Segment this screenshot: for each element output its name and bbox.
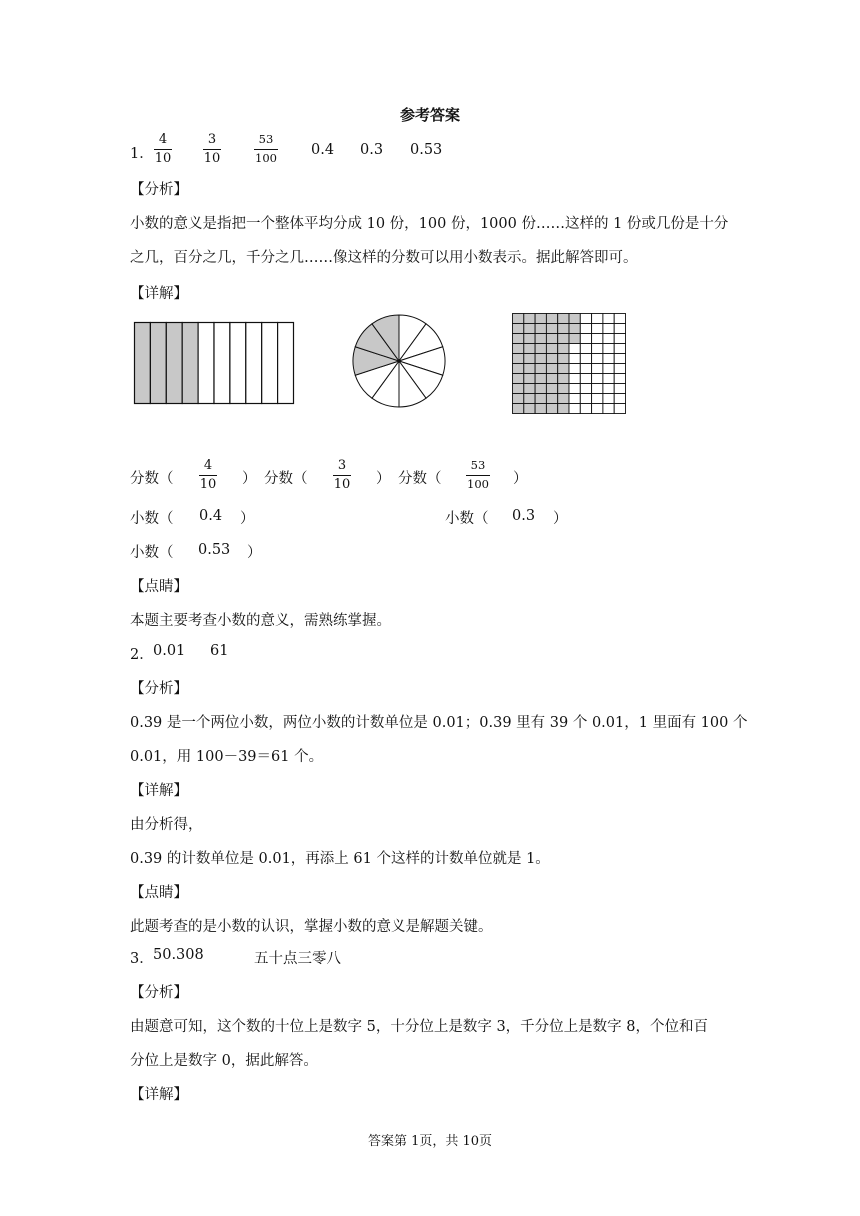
grid-cell — [580, 374, 591, 384]
row-decimal-close-3: ） — [247, 545, 262, 561]
rect-strip — [198, 323, 214, 404]
grid-cell — [524, 324, 535, 334]
q2-analysis-line-1: 0.39 是一个两位小数，两位小数的计数单位是 0.01；0.39 里有 39 个 0.01，1 里面有 100 个 — [130, 715, 748, 731]
grid-cell — [535, 394, 546, 404]
row-decimal-label-3: 小数（ — [130, 545, 174, 561]
q2-answer-1: 0.01 — [153, 643, 186, 659]
q1-fraction-2-num: 3 — [207, 132, 217, 147]
q1-fraction-1 — [154, 132, 172, 166]
row-fraction-2-den: 10 — [333, 477, 351, 492]
grid-cell — [614, 384, 625, 394]
q1-analysis-line-2: 之几，百分之几，千分之几……像这样的分数可以用小数表示。据此解答即可。 — [130, 250, 638, 266]
q3-detail-label: 【详解】 — [130, 1087, 188, 1103]
page-title: 参考答案 — [399, 106, 460, 124]
grid-cell — [546, 384, 557, 394]
q1-comment-label: 【点睛】 — [130, 579, 188, 595]
grid-cell — [580, 324, 591, 334]
grid-cell — [558, 364, 569, 374]
grid-cell — [569, 334, 580, 344]
grid-cell — [603, 314, 614, 324]
q1-decimal-1: 0.4 — [311, 142, 335, 158]
q2-detail-line-1: 由分析得， — [130, 817, 203, 833]
q2-analysis-label: 【分析】 — [130, 681, 188, 697]
grid-cell — [558, 354, 569, 364]
grid-cell — [614, 354, 625, 364]
grid-cell — [546, 334, 557, 344]
row-decimal-label-2: 小数（ — [445, 511, 489, 527]
grid-cell — [535, 314, 546, 324]
rect-strip — [230, 323, 246, 404]
grid-cell — [546, 324, 557, 334]
grid-cell — [524, 394, 535, 404]
grid-cell — [592, 374, 603, 384]
grid-cell — [546, 344, 557, 354]
grid-cell — [535, 364, 546, 374]
grid-cell — [614, 374, 625, 384]
grid-cell — [513, 364, 524, 374]
rect-strip — [150, 323, 166, 404]
q2-comment-label: 【点睛】 — [130, 885, 188, 901]
q1-fraction-1-num: 4 — [158, 132, 168, 147]
grid-cell — [546, 354, 557, 364]
grid-cell — [603, 354, 614, 364]
grid-cell — [603, 334, 614, 344]
grid-cell — [592, 394, 603, 404]
grid-cell — [513, 374, 524, 384]
grid-cell — [580, 354, 591, 364]
grid-cell — [580, 344, 591, 354]
row-close-paren-1: ） — [242, 471, 257, 487]
q1-comment: 本题主要考查小数的意义，需熟练掌握。 — [130, 613, 391, 629]
grid-cell — [603, 394, 614, 404]
q2-detail-label: 【详解】 — [130, 783, 188, 799]
q3-analysis-line-1: 由题意可知，这个数的十位上是数字 5，十分位上是数字 3，千分位上是数字 8，个位和百 — [130, 1019, 708, 1035]
q3-answer-1: 50.308 — [153, 947, 204, 963]
row-decimal-label-1: 小数（ — [130, 511, 174, 527]
q1-fraction-2 — [203, 132, 221, 166]
grid-cell — [614, 324, 625, 334]
row-decimal-close-2: ） — [553, 511, 568, 527]
grid-cell — [569, 314, 580, 324]
grid-cell — [580, 334, 591, 344]
grid-cell — [513, 314, 524, 324]
grid-cell — [603, 384, 614, 394]
grid-cell — [546, 394, 557, 404]
rect-strip — [135, 323, 151, 404]
grid-cell — [513, 334, 524, 344]
grid-cell — [614, 394, 625, 404]
row-close-paren-3: ） — [513, 471, 528, 487]
grid-cell — [558, 374, 569, 384]
rect-strip — [214, 323, 230, 404]
grid-cell — [580, 404, 591, 414]
grid-cell — [558, 324, 569, 334]
row-fraction-label-2: 分数（ — [264, 471, 308, 487]
grid-cell — [513, 354, 524, 364]
q2-detail-line-2: 0.39 的计数单位是 0.01，再添上 61 个这样的计数单位就是 1。 — [130, 851, 550, 867]
grid-cell — [614, 404, 625, 414]
grid-cell — [535, 404, 546, 414]
row-fraction-label-1: 分数（ — [130, 471, 174, 487]
grid-cell — [603, 364, 614, 374]
rect-strip — [246, 323, 262, 404]
grid-cell — [603, 374, 614, 384]
grid-cell — [580, 384, 591, 394]
grid-cell — [513, 384, 524, 394]
grid-cell — [569, 354, 580, 364]
q1-number: 1． — [130, 146, 154, 162]
row-fraction-1 — [199, 458, 217, 492]
grid-cell — [592, 404, 603, 414]
grid-cell — [569, 324, 580, 334]
grid-cell — [524, 344, 535, 354]
rect-strip — [166, 323, 182, 404]
grid-cell — [546, 314, 557, 324]
q1-analysis-label: 【分析】 — [130, 182, 188, 198]
grid-cell — [580, 314, 591, 324]
row-decimal-1: 0.4 — [199, 508, 223, 524]
q2-number: 2． — [130, 647, 154, 663]
grid-cell — [614, 364, 625, 374]
grid-cell — [592, 384, 603, 394]
q2-analysis-line-2: 0.01，用 100－39＝61 个。 — [130, 749, 324, 765]
grid-cell — [592, 334, 603, 344]
grid-cell — [558, 404, 569, 414]
row-fraction-2-num: 3 — [337, 458, 347, 473]
grid-cell — [592, 324, 603, 334]
grid-cell — [524, 354, 535, 364]
rect-strip — [262, 323, 278, 404]
q3-number: 3． — [130, 951, 154, 967]
grid-cell — [546, 374, 557, 384]
grid-cell — [513, 404, 524, 414]
rect-strip — [182, 323, 198, 404]
grid-cell — [614, 334, 625, 344]
grid-cell — [535, 354, 546, 364]
grid-cell — [524, 314, 535, 324]
q1-fraction-3 — [254, 132, 278, 166]
grid-cell — [524, 334, 535, 344]
grid-cell — [524, 374, 535, 384]
row-fraction-3-den: 100 — [467, 477, 489, 491]
grid-cell — [558, 334, 569, 344]
q3-analysis-label: 【分析】 — [130, 985, 188, 1001]
grid-cell — [513, 344, 524, 354]
grid-cell — [603, 404, 614, 414]
q2-comment: 此题考查的是小数的认识，掌握小数的意义是解题关键。 — [130, 919, 493, 935]
grid-cell — [592, 344, 603, 354]
row-decimal-2: 0.3 — [512, 508, 536, 524]
q3-analysis-line-2: 分位上是数字 0，据此解答。 — [130, 1053, 318, 1069]
grid-cell — [535, 324, 546, 334]
grid-cell — [524, 404, 535, 414]
rectangle-strips-figure — [134, 322, 294, 404]
grid-cell — [580, 394, 591, 404]
grid-cell — [592, 354, 603, 364]
grid-cell — [569, 344, 580, 354]
q1-analysis-line-1: 小数的意义是指把一个整体平均分成 10 份，100 份，1000 份……这样的 1 份或几份是十分 — [130, 216, 729, 232]
grid-cell — [558, 314, 569, 324]
q1-detail-label: 【详解】 — [130, 286, 188, 302]
grid-cell — [592, 364, 603, 374]
grid-cell — [558, 344, 569, 354]
row-decimal-3: 0.53 — [198, 542, 231, 558]
grid-cell — [513, 394, 524, 404]
grid-cell — [524, 384, 535, 394]
grid-cell — [558, 394, 569, 404]
row-fraction-1-num: 4 — [203, 458, 213, 473]
page-footer: 答案第 1页，共 10页 — [367, 1134, 493, 1149]
grid-cell — [603, 344, 614, 354]
grid-cell — [535, 334, 546, 344]
q2-answer-2: 61 — [210, 643, 229, 659]
rect-strip — [278, 323, 294, 404]
grid-cell — [569, 384, 580, 394]
grid-cell — [535, 384, 546, 394]
grid-cell — [614, 314, 625, 324]
grid-cell — [569, 364, 580, 374]
row-fraction-label-3: 分数（ — [398, 471, 442, 487]
q1-decimal-2: 0.3 — [360, 142, 384, 158]
hundred-grid-figure — [512, 313, 626, 414]
grid-cell — [614, 344, 625, 354]
grid-cell — [569, 374, 580, 384]
q1-fraction-1-den: 10 — [154, 151, 172, 166]
row-fraction-3-num: 53 — [470, 458, 486, 472]
grid-cell — [603, 324, 614, 334]
grid-cell — [546, 404, 557, 414]
q3-answer-2: 五十点三零八 — [254, 951, 341, 967]
grid-cell — [558, 384, 569, 394]
grid-cell — [524, 364, 535, 374]
q1-decimal-3: 0.53 — [410, 142, 443, 158]
grid-cell — [535, 344, 546, 354]
row-fraction-3 — [466, 458, 490, 492]
grid-cell — [569, 404, 580, 414]
circle-sectors-figure — [351, 313, 447, 409]
grid-cell — [546, 364, 557, 374]
grid-cell — [592, 314, 603, 324]
grid-cell — [569, 394, 580, 404]
row-close-paren-2: ） — [376, 471, 391, 487]
row-fraction-2 — [333, 458, 351, 492]
grid-cell — [535, 374, 546, 384]
row-decimal-close-1: ） — [240, 511, 255, 527]
q1-fraction-3-den: 100 — [255, 151, 277, 165]
grid-cell — [580, 364, 591, 374]
grid-cell — [513, 324, 524, 334]
q1-fraction-3-num: 53 — [258, 132, 274, 146]
row-fraction-1-den: 10 — [199, 477, 217, 492]
q1-fraction-2-den: 10 — [203, 151, 221, 166]
